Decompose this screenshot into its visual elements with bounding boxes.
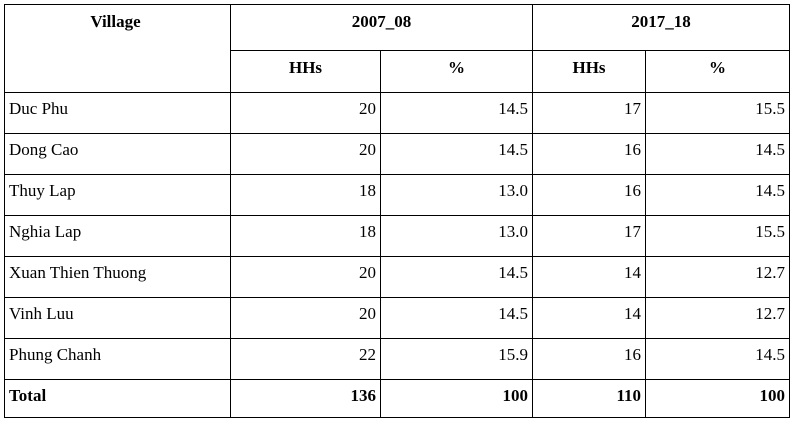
total-pct-2007-08: 100: [381, 380, 533, 418]
table-row: [5, 339, 790, 380]
total-pct-2017-18: 100: [646, 380, 790, 418]
total-label: Total: [5, 380, 231, 418]
table-row: [5, 216, 790, 257]
header-period-2017-18: 2017_18: [533, 5, 790, 51]
village-name: Nghia Lap: [5, 216, 231, 257]
hhs-2017-18: 14: [533, 257, 646, 298]
hhs-2007-08: 20: [231, 298, 381, 339]
hhs-2007-08: 18: [231, 216, 381, 257]
hhs-2017-18: 16: [533, 134, 646, 175]
header-pct-2017-18: %: [646, 51, 790, 93]
pct-2017-18: 15.5: [646, 216, 790, 257]
table-row: [5, 298, 790, 339]
header-period-2007-08: 2007_08: [231, 5, 533, 51]
village-name: Xuan Thien Thuong: [5, 257, 231, 298]
table-row: [5, 93, 790, 134]
hhs-2007-08: 20: [231, 93, 381, 134]
hhs-2007-08: 20: [231, 134, 381, 175]
hhs-2007-08: 18: [231, 175, 381, 216]
hhs-2017-18: 17: [533, 93, 646, 134]
header-hhs-2007-08: HHs: [231, 51, 381, 93]
total-hhs-2017-18: 110: [533, 380, 646, 418]
hhs-2017-18: 16: [533, 175, 646, 216]
total-row: [5, 380, 790, 418]
pct-2007-08: 13.0: [381, 175, 533, 216]
hhs-2007-08: 20: [231, 257, 381, 298]
pct-2007-08: 13.0: [381, 216, 533, 257]
village-name: Duc Phu: [5, 93, 231, 134]
pct-2007-08: 15.9: [381, 339, 533, 380]
pct-2017-18: 14.5: [646, 339, 790, 380]
table-row: [5, 257, 790, 298]
village-name: Phung Chanh: [5, 339, 231, 380]
header-hhs-2017-18: HHs: [533, 51, 646, 93]
hhs-2017-18: 14: [533, 298, 646, 339]
hhs-2007-08: 22: [231, 339, 381, 380]
hhs-2017-18: 17: [533, 216, 646, 257]
pct-2007-08: 14.5: [381, 298, 533, 339]
table-row: [5, 175, 790, 216]
village-name: Thuy Lap: [5, 175, 231, 216]
pct-2017-18: 12.7: [646, 298, 790, 339]
header-row-periods: [5, 5, 790, 51]
village-name: Vinh Luu: [5, 298, 231, 339]
village-name: Dong Cao: [5, 134, 231, 175]
village-households-table: [4, 4, 790, 418]
pct-2007-08: 14.5: [381, 93, 533, 134]
header-village: Village: [5, 5, 231, 93]
pct-2007-08: 14.5: [381, 134, 533, 175]
pct-2007-08: 14.5: [381, 257, 533, 298]
header-pct-2007-08: %: [381, 51, 533, 93]
pct-2017-18: 14.5: [646, 175, 790, 216]
pct-2017-18: 15.5: [646, 93, 790, 134]
pct-2017-18: 14.5: [646, 134, 790, 175]
pct-2017-18: 12.7: [646, 257, 790, 298]
total-hhs-2007-08: 136: [231, 380, 381, 418]
hhs-2017-18: 16: [533, 339, 646, 380]
table-row: [5, 134, 790, 175]
